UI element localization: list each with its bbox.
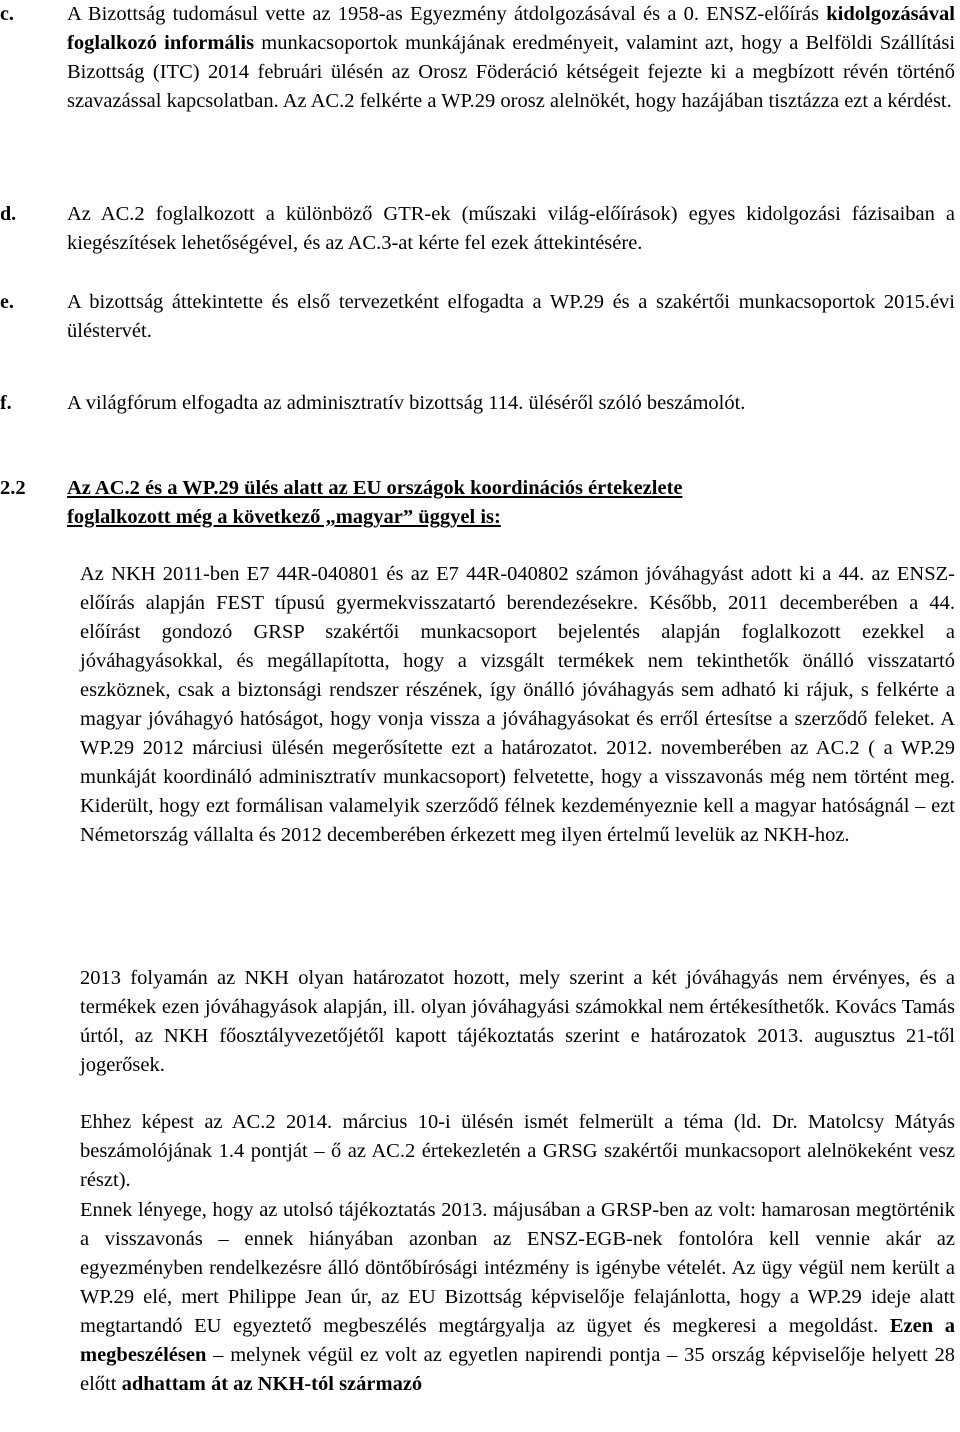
bold-phrase: adhattam át az NKH-tól származó: [121, 1373, 423, 1395]
section-number: 2.2: [0, 477, 26, 499]
item-text: A bizottság áttekintette és első tervezetként elfogadta a WP.29 és a szakértői munkacsoportok 2015.évi üléstervét.: [67, 291, 955, 342]
item-marker: c.: [0, 3, 14, 25]
list-item-f: [0, 389, 955, 418]
list-item-d: [0, 200, 955, 258]
paragraph-2: 2013 folyamán az NKH olyan határozatot hozott, mely szerint a két jóváhagyás nem érvényes, és a termékek ezen jóváhagyások alapján, ill. olyan jóváhagyási számokkal nem értékesíthetők. Kovács Tamás úrtól, az NKH főosztályvezetőjétől kapott tájékoztatás szerint e határozatok 2013. augusztus 21-től jogerősek.: [80, 967, 955, 1076]
paragraph-3: Ehhez képest az AC.2 2014. március 10-i ülésén ismét felmerült a téma (ld. Dr. Matolcsy Mátyás beszámolójának 1.4 pontját – ő az AC.2 értekezletén a GRSG szakértői munkacsoport alelnökeként vesz részt).: [80, 1111, 955, 1191]
bold-phrase: Ezen a megbeszélésen: [80, 1315, 955, 1366]
section-title-line2: foglalkozott még a következő „magyar” üggyel is:: [67, 506, 501, 528]
item-text: A Bizottság tudomásul vette az 1958-as Egyezmény átdolgozásával és a 0. ENSZ-előírás kidolgozásával foglalkozó informális munkacsoportok munkájának eredményeit, valamint azt, hogy a Belföldi Szállítási Bizottság (ITC) 2014 februári ülésén az Orosz Föderáció kétségeit fejezte ki a megbízott révén történő szavazással kapcsolatban. Az AC.2 felkérte a WP.29 orosz alelnökét, hogy hazájában tisztázza ezt a kérdést.: [67, 3, 956, 112]
item-text: Az AC.2 foglalkozott a különböző GTR-ek (műszaki világ-előírások) egyes kidolgozási fázisaiban a kiegészítések lehetőségével, és az AC.3-at kérte fel ezek áttekintésére.: [67, 203, 955, 254]
bold-phrase: kidolgozásával foglalkozó informális: [67, 3, 955, 54]
list-item-e: [0, 288, 955, 346]
list-item-c: [0, 0, 955, 116]
item-marker: f.: [0, 392, 12, 414]
item-text: A világfórum elfogadta az adminisztratív bizottság 114. üléséről szóló beszámolót.: [67, 392, 746, 414]
item-marker: e.: [0, 291, 14, 313]
section-heading: [0, 474, 955, 532]
paragraph-4: Ennek lényege, hogy az utolsó tájékoztatás 2013. májusában a GRSP-ben az volt: hamarosan megtörténik a visszavonás – ennek hiányában azonban az ENSZ-EGB-nek fontolóra kell vennie akár az egyezményben rendelkezésre álló döntőbírósági intézmény is igénybe vételét. Az ügy végül nem került a WP.29 elé, mert Philippe Jean úr, az EU Bizottság képviselője felajánlotta, hogy a WP.29 ideje alatt megtartandó EU egyeztető megbeszélés megtárgyalja az ügyet és megkeresi a megoldást. Ezen a megbeszélésen – melynek végül ez volt az egyetlen napirendi pontja – 35 ország képviselője helyett 28 előtt adhattam át az NKH-tól származó: [80, 1199, 955, 1395]
paragraph-1: Az NKH 2011-ben E7 44R-040801 és az E7 44R-040802 számon jóváhagyást adott ki a 44. az ENSZ-előírás alapján FEST típusú gyermekvisszatartó berendezésekre. Később, 2011 decemberében a 44. előírást gondozó GRSP szakértői munkacsoport bejelentés alapján foglalkozott ezekkel a jóváhagyásokkal, és megállapította, hogy a vizsgált termékek nem tekinthetők önálló visszatartó eszköznek, csak a biztonsági rendszer részének, így önálló jóváhagyás sem adható ki rájuk, s felkérte a magyar jóváhagyó hatóságot, hogy vonja vissza a jóváhagyásokat és erről értesítse a szerződő feleket. A WP.29 2012 márciusi ülésén megerősítette ezt a határozatot. 2012. novemberében az AC.2 ( a WP.29 munkáját koordináló adminisztratív munkacsoport) felvetette, hogy a visszavonás még nem történt meg. Kiderült, hogy ezt formálisan valamelyik szerződő félnek kezdeményeznie kell a magyar hatóságnál – ezt Németország vállalta és 2012 decemberében érkezett meg ilyen értelmű levelük az NKH-hoz.: [80, 563, 955, 846]
item-marker: d.: [0, 203, 17, 225]
section-title-line1: Az AC.2 és a WP.29 ülés alatt az EU országok koordinációs értekezlete: [67, 477, 683, 499]
